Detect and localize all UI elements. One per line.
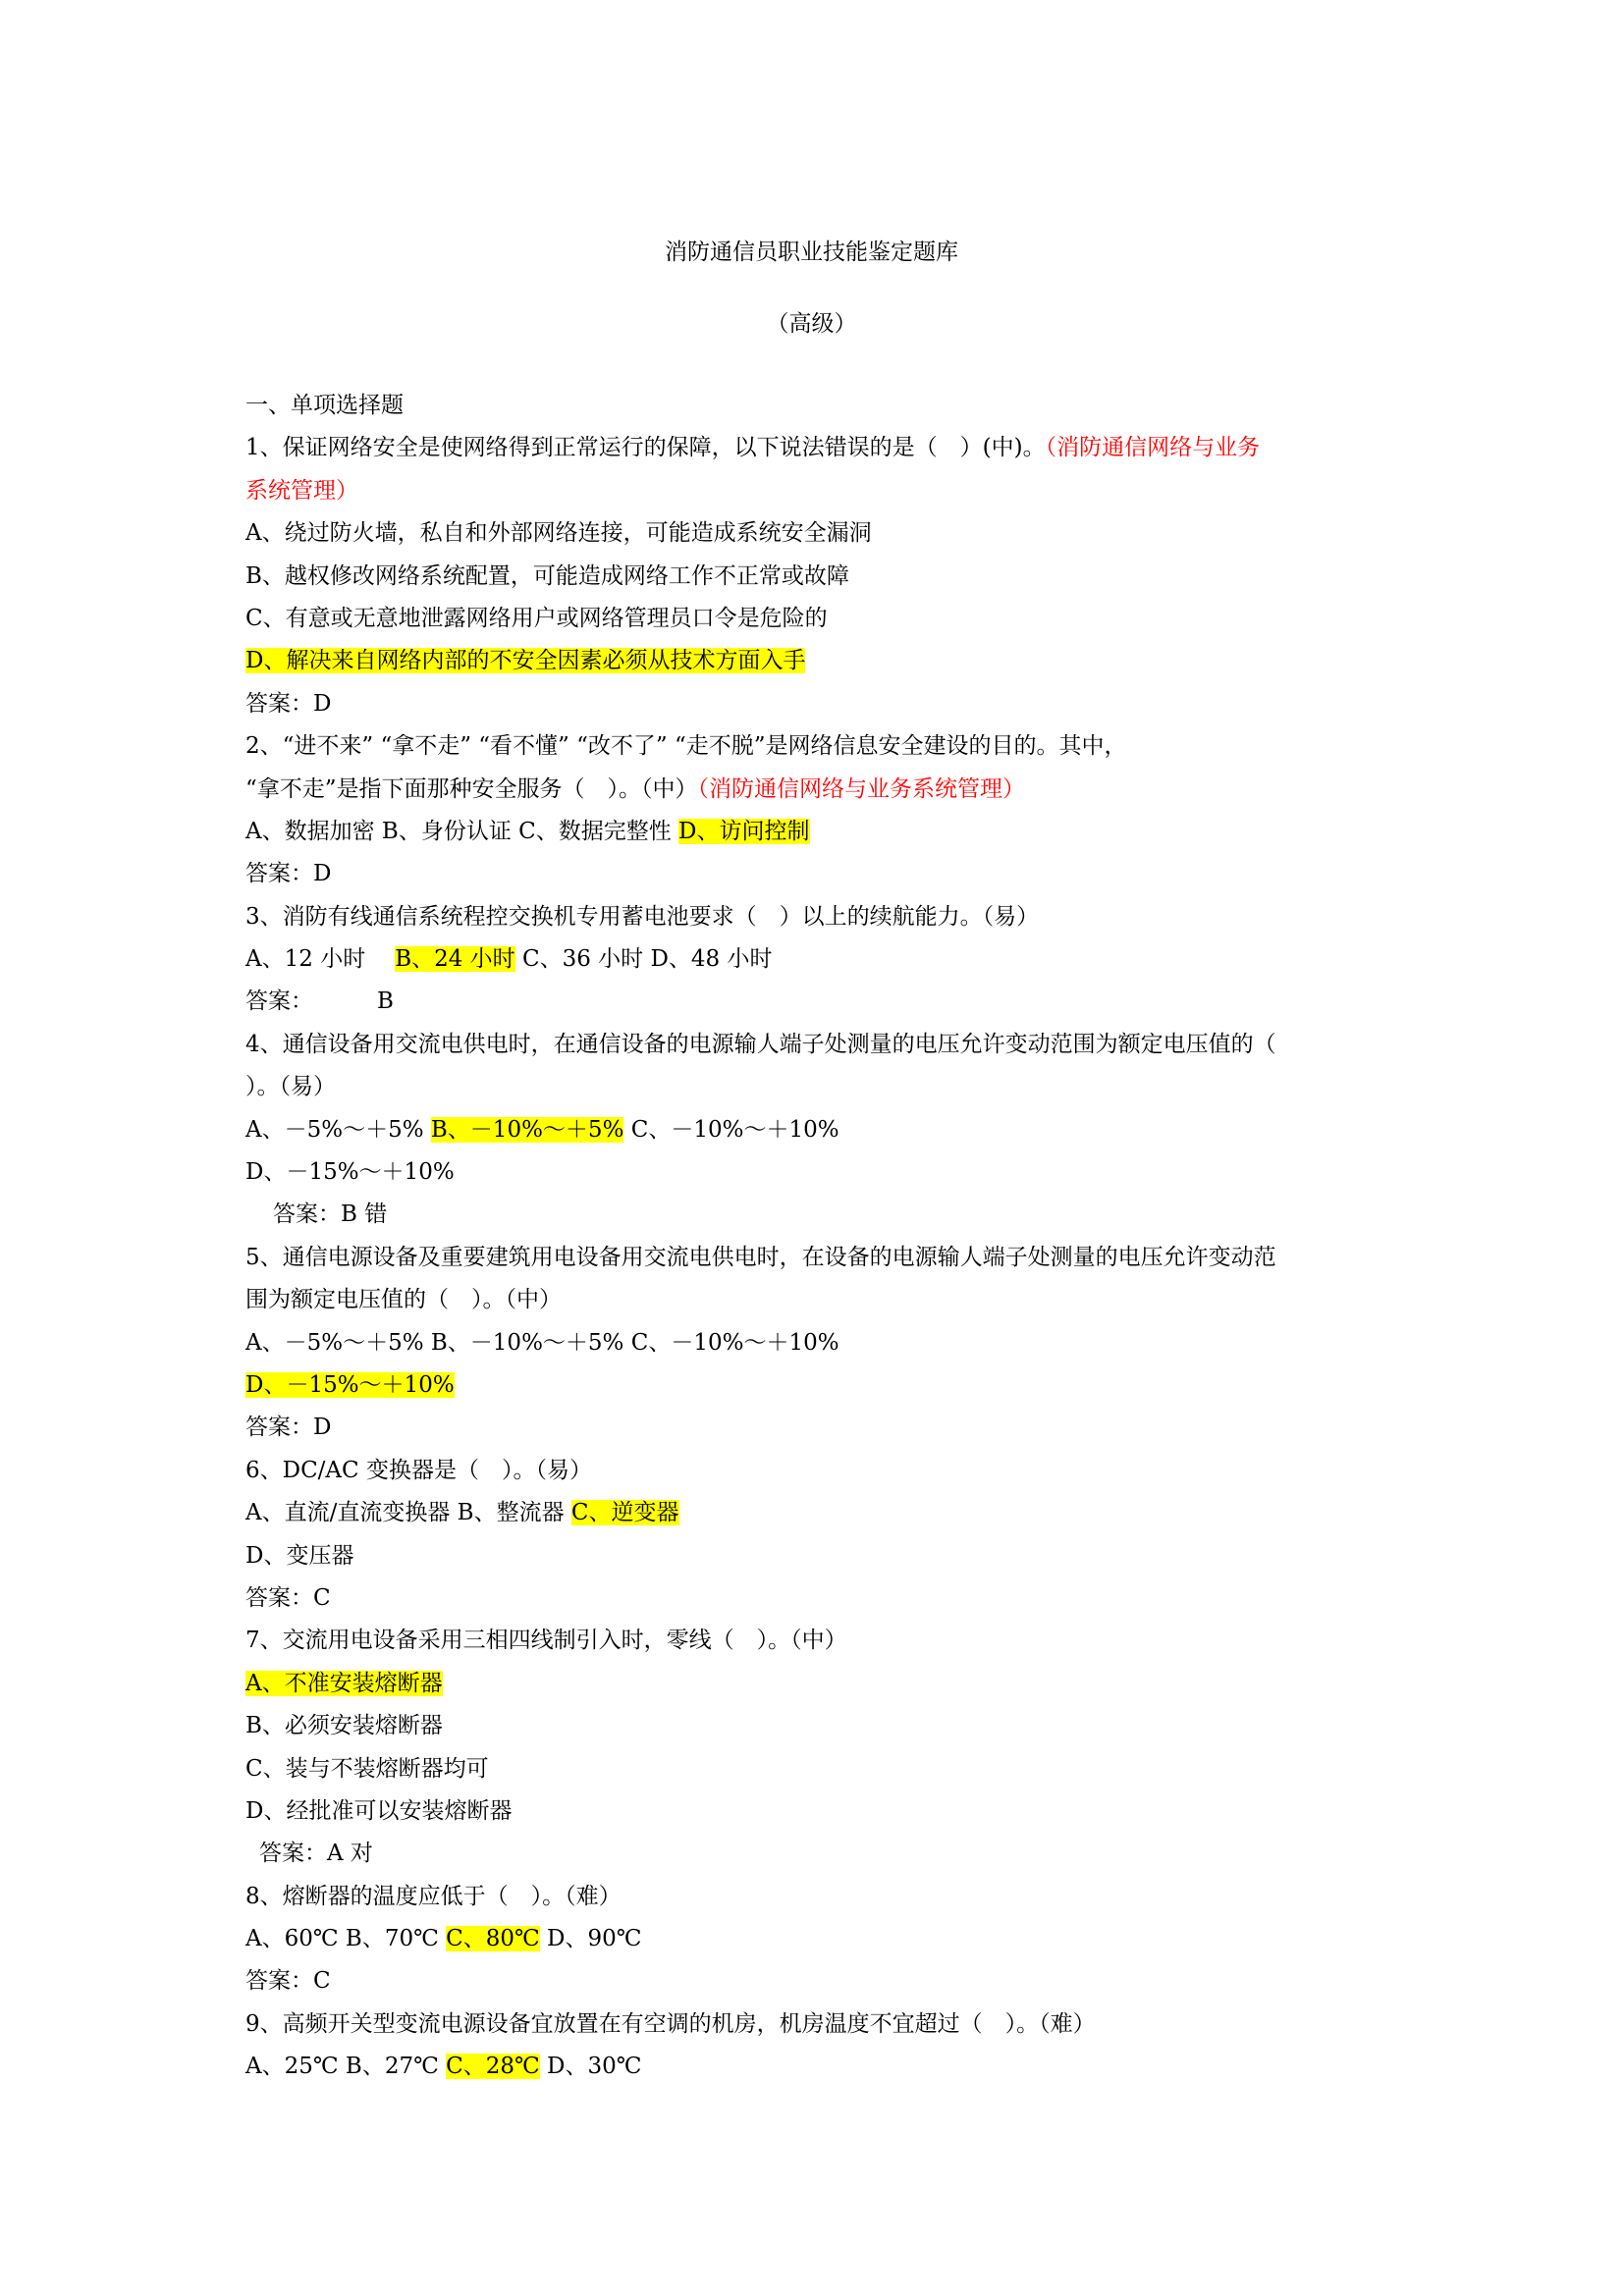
q8-option-d: D、90℃ <box>539 1926 642 1952</box>
q2-options-line <box>245 811 1384 853</box>
q3-stem: 3、消防有线通信系统程控交换机专用蓄电池要求（ ）以上的续航能力。（易） <box>245 903 1040 930</box>
document-title: 消防通信员职业技能鉴定题库 <box>665 240 958 265</box>
q1-option-d-line <box>245 640 1384 682</box>
q3-option-b: B、24 小时 <box>395 946 515 973</box>
q6-stem: 6、DC/AC 变换器是（ ）。（易） <box>245 1457 592 1483</box>
q7-option-d: D、经批准可以安装熔断器 <box>245 1797 513 1824</box>
q3-options-line <box>245 938 1384 981</box>
q1-option-b: B、越权修改网络系统配置，可能造成网络工作不正常或故障 <box>245 562 849 589</box>
q2-tag: （消防通信网络与业务系统管理） <box>697 775 1026 802</box>
q7-option-c: C、装与不装熔断器均可 <box>245 1755 489 1782</box>
q1-option-a: A、绕过防火墙，私自和外部网络连接，可能造成系统安全漏洞 <box>245 520 872 547</box>
q5-option-d: D、－15%～＋10% <box>245 1371 455 1398</box>
q9-options-line <box>245 2046 1384 2088</box>
q1-tag: （消防通信网络与业务 <box>1045 435 1261 461</box>
q1-tag-continued: 系统管理） <box>245 477 358 504</box>
q6-options-line <box>245 1492 1384 1534</box>
q1-stem: 1、保证网络安全是使网络得到正常运行的保障，以下说法错误的是（ ）(中)。 <box>245 435 1046 461</box>
q7-option-b: B、必须安装熔断器 <box>245 1713 443 1739</box>
q3-answer-value: B <box>377 988 394 1015</box>
q8-option-c: C、80℃ <box>446 1926 540 1952</box>
q6-option-d: D、变压器 <box>245 1542 354 1569</box>
q7-answer: 答案：A 对 <box>259 1841 373 1867</box>
q4-stem: 4、通信设备用交流电供电时，在通信设备的电源输人端子处测量的电压允许变动范围为额定电压值的（ <box>245 1031 1276 1057</box>
q7-stem: 7、交流用电设备采用三相四线制引入时，零线（ ）。（中） <box>245 1628 847 1654</box>
q4-stem-continued: ）。（易） <box>245 1074 336 1100</box>
q2-answer: 答案：D <box>245 861 332 887</box>
q7-option-a: A、不准安装熔断器 <box>245 1670 443 1696</box>
q2-option-d: D、访问控制 <box>678 818 810 844</box>
section-heading: 一、单项选择题 <box>245 393 404 418</box>
q4-answer: 答案：B 错 <box>273 1201 388 1228</box>
q2-options: A、数据加密 B、身份认证 C、数据完整性 <box>245 818 679 844</box>
q8-answer: 答案：C <box>245 1968 331 1995</box>
q4-option-c: C、－10%～＋10% <box>623 1116 839 1143</box>
q4-options-line <box>245 1109 1384 1151</box>
q2-stem-line-2 <box>245 769 1384 811</box>
q4-option-a: A、－5%～＋5% <box>245 1116 431 1143</box>
q5-options-abc: A、－5%～＋5% B、－10%～＋5% C、－10%～＋10% <box>245 1329 839 1356</box>
q6-answer: 答案：C <box>245 1584 331 1611</box>
q1-option-c: C、有意或无意地泄露网络用户或网络管理员口令是危险的 <box>245 605 828 631</box>
q3-option-a: A、12 小时 <box>245 946 366 973</box>
document-subtitle: （高级） <box>766 311 857 337</box>
q5-answer: 答案：D <box>245 1415 332 1441</box>
q4-option-b: B、－10%～＋5% <box>430 1116 624 1143</box>
q3-answer-line <box>245 981 1384 1023</box>
q9-option-c: C、28℃ <box>446 2054 540 2080</box>
q1-option-d: D、解决来自网络内部的不安全因素必须从技术方面入手 <box>245 648 806 674</box>
q9-options-ab: A、25℃ B、27℃ <box>245 2054 447 2080</box>
q6-option-c: C、逆变器 <box>570 1500 679 1526</box>
q8-options-line <box>245 1918 1384 1960</box>
q2-stem: 2、“进不来” “拿不走” “看不懂” “改不了” “走不脱”是网络信息安全建设的目的。其中， <box>245 733 1127 760</box>
q5-stem-continued: 围为额定电压值的（ ）。（中） <box>245 1287 562 1313</box>
q6-options-ab: A、直流/直流变换器 B、整流器 <box>245 1500 571 1526</box>
q1-stem-line <box>245 427 1384 469</box>
q4-option-d: D、－15%～＋10% <box>245 1159 455 1186</box>
q5-stem: 5、通信电源设备及重要建筑用电设备用交流电供电时，在设备的电源输人端子处测量的电压允许变动范 <box>245 1244 1276 1270</box>
q8-options-ab: A、60℃ B、70℃ <box>245 1926 447 1952</box>
q9-stem: 9、高频开关型变流电源设备宜放置在有空调的机房，机房温度不宜超过（ ）。（难） <box>245 2010 1096 2037</box>
q3-answer-label: 答案： <box>245 988 313 1015</box>
q8-stem: 8、熔断器的温度应低于（ ）。（难） <box>245 1883 622 1909</box>
q3-options-cd: C、36 小时 D、48 小时 <box>514 946 773 973</box>
q7-option-a-line <box>245 1663 1384 1705</box>
q9-option-d: D、30℃ <box>539 2054 642 2080</box>
q2-stem-continued: “拿不走”是指下面那种安全服务（ ）。（中） <box>245 775 698 802</box>
q1-answer: 答案：D <box>245 690 332 717</box>
q5-option-d-line <box>245 1364 1384 1407</box>
question-list <box>245 385 1384 2089</box>
